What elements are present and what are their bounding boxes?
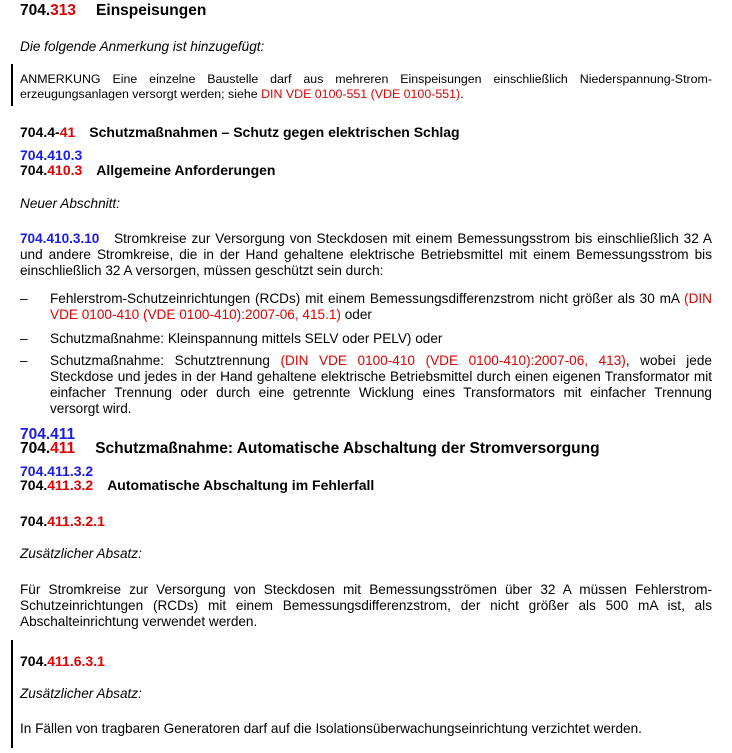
list-item: – Fehlerstrom-Schutzeinrichtungen (RCDs) mit einem Bemessungsdifferenzstrom nicht größer als 30 mA (DIN VDE 0100-410 (VDE 0100-410):2007-06, 415.1) oder (20, 291, 712, 322)
section-heading-411: 704.411 Schutzmaßnahme: Automatische Abschaltung der Stromversorgung (20, 440, 600, 457)
section-number-blue: 704.411.3.2 (20, 463, 94, 479)
reference: (DIN VDE 0100-410 (VDE 0100-410):2007-06, 415.1) (50, 291, 712, 322)
section-heading-410-3: 704.410.3 Allgemeine Anforderungen (20, 162, 276, 178)
section-title: Automatische Abschaltung im Fehlerfall (107, 477, 375, 493)
additional-paragraph-label: Zusätzlicher Absatz: (20, 546, 142, 561)
section-title: Schutzmaßnahmen – Schutz gegen elektrischen Schlag (89, 124, 460, 140)
reference: (DIN VDE 0100-410 (VDE 0100-410):2007-06, 413) (280, 353, 626, 368)
paragraph-410-3-10: 704.410.3.10 Stromkreise zur Versorgung von Steckdosen mit einem Bemessungsstrom bis einschließlich 32 A und andere Stromkreise, die in der Hand gehaltene elektrische Betriebsmittel mit einem Bemessungsstrom bis einschließlich 32 A versorgen, müssen geschützt sein durch: (20, 231, 712, 278)
change-bar (11, 64, 13, 106)
additional-paragraph-label: Zusätzlicher Absatz: (20, 686, 142, 701)
change-bar (11, 640, 13, 748)
section-heading-41: 704.4-41 Schutzmaßnahmen – Schutz gegen elektrischen Schlag (20, 124, 460, 140)
section-title: Allgemeine Anforderungen (96, 162, 276, 178)
section-number-blue: 704.411 (20, 426, 76, 443)
list-item: – Schutzmaßnahme: Schutztrennung (DIN VDE 0100-410 (VDE 0100-410):2007-06, 413), wobei jede Steckdose und jedes in der Hand gehaltene elektrische Betriebsmittel durch einen eigenen Transformator mit einfacher Trennung oder durch eine getrennte Wicklung eines Transformators mit einfacher Trennung versorgt wird. (20, 353, 712, 416)
section-heading-313 (20, 3, 712, 19)
new-section-label: Neuer Abschnitt: (20, 196, 120, 211)
section-number: 704.313 (20, 2, 77, 19)
section-title: Schutzmaßnahme: Automatische Abschaltung der Stromversorgung (95, 440, 600, 457)
section-number-blue: 704.410.3 (20, 147, 83, 163)
section-heading-411-6-3-1: 704.411.6.3.1 (20, 653, 105, 669)
section-heading-411-3-2-1: 704.411.3.2.1 (20, 513, 105, 529)
note-intro: Die folgende Anmerkung ist hinzugefügt: (20, 39, 265, 54)
section-title: Einspeisungen (96, 2, 207, 19)
section-heading-411-3-2: 704.411.3.2 Automatische Abschaltung im Fehlerfall (20, 477, 375, 493)
note-paragraph: ANMERKUNG Eine einzelne Baustelle darf aus mehreren Einspeisungen einschließlich Niederspannung-Stromerzeugungsanlagen versorgt werden; siehe DIN VDE 0100-551 (VDE 0100-551). (20, 72, 712, 101)
section-number: 704.410.3.10 (20, 231, 100, 246)
paragraph-411-6-3-1: In Fällen von tragbaren Generatoren darf auf die Isolationsüberwachungseinrichtung verzichtet werden. (20, 721, 642, 736)
list-item: – Schutzmaßnahme: Kleinspannung mittels SELV oder PELV) oder (20, 331, 443, 346)
paragraph-411-3-2-1: Für Stromkreise zur Versorgung von Steckdosen mit Bemessungsströmen über 32 A müssen Fehlerstrom-Schutzeinrichtungen (RCDs) mit einem Bemessungsdifferenzstrom, der nicht größer als 500 mA ist, als Abschalteinrichtung verwendet werden. (20, 582, 712, 629)
note-reference: DIN VDE 0100-551 (VDE 0100-551) (261, 87, 461, 101)
